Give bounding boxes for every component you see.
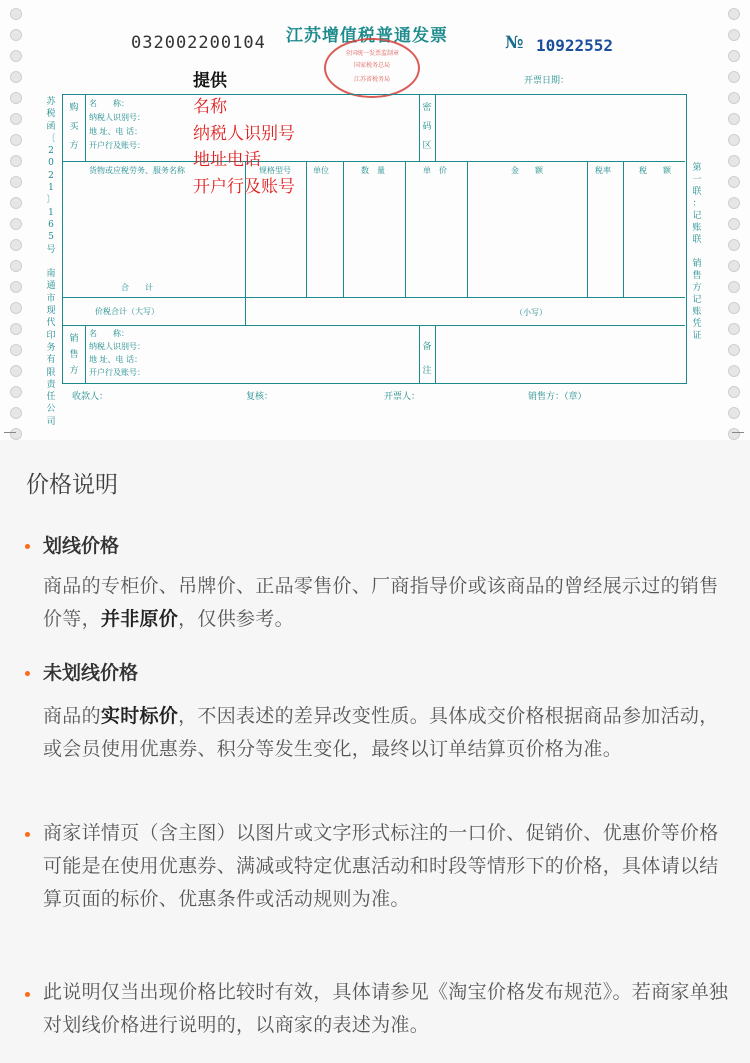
- bullet-dot: [25, 992, 30, 997]
- perforation-hole: [728, 239, 740, 251]
- provide-item-name: 名称: [193, 97, 227, 117]
- perforation-hole: [728, 365, 740, 377]
- col-amount: 金 额: [511, 166, 543, 175]
- perforation-hole: [10, 323, 22, 335]
- reviewer-label: 复核：: [246, 392, 274, 402]
- col-qty: 数 量: [361, 166, 385, 175]
- invoice-image: [0, 0, 750, 440]
- perforation-hole: [728, 386, 740, 398]
- total-label: 合 计: [121, 283, 153, 292]
- perforation-hole: [10, 428, 22, 440]
- perforation-hole: [728, 92, 740, 104]
- perforation-hole: [728, 8, 740, 20]
- invoice-title: 江苏增值税普通发票: [286, 26, 448, 46]
- perforation-hole: [10, 197, 22, 209]
- perforation-hole: [10, 365, 22, 377]
- perforation-hole: [10, 239, 22, 251]
- perforation-hole: [10, 407, 22, 419]
- perforation-hole: [728, 155, 740, 167]
- perforation-right: [722, 0, 746, 440]
- invoice-code: 032002200104: [131, 33, 266, 53]
- invoice-number: 10922552: [536, 36, 614, 55]
- perforation-hole: [10, 386, 22, 398]
- perforation-hole: [728, 260, 740, 272]
- section-text-non-strikethrough-price: 商品的实时标价，不因表述的差异改变性质。具体成交价格根据商品参加活动，或会员使用优惠券、积分等发生变化，最终以订单结算页价格为准。: [43, 705, 719, 760]
- price-explanation: [0, 440, 750, 1063]
- seller-taxid-label: 纳税人识别号：: [89, 342, 145, 351]
- perforation-hole: [10, 113, 22, 125]
- seller-seal-label: 销售方：（章）: [528, 392, 587, 402]
- perforation-hole: [728, 323, 740, 335]
- buyer-bank-label: 开户行及账号：: [89, 141, 145, 150]
- left-margin-text: 苏 税 函 〔 2 0 2 1 〕 1 6 5 号 南 通 市 现 代 印 务 有 限 责 任 公 司: [46, 97, 56, 427]
- buyer-address-label: 地 址、电 话：: [89, 127, 143, 136]
- col-price: 单 价: [423, 166, 447, 175]
- col-spec: 规格型号: [259, 166, 291, 175]
- perforation-hole: [10, 176, 22, 188]
- perforation-hole: [10, 29, 22, 41]
- perforation-hole: [10, 92, 22, 104]
- perforation-hole: [10, 281, 22, 293]
- perforation-hole: [728, 197, 740, 209]
- seller-bank-label: 开户行及账号：: [89, 368, 145, 377]
- perforation-hole: [728, 428, 740, 440]
- explanation-title: 价格说明: [26, 472, 118, 498]
- bullet-dot: [25, 671, 30, 676]
- bullet-dot: [25, 544, 30, 549]
- col-goods: 货物或应税劳务、服务名称: [89, 166, 185, 175]
- perforation-hole: [10, 71, 22, 83]
- invoice-date-label: 开票日期：: [524, 76, 570, 86]
- perforation-hole: [10, 155, 22, 167]
- buyer-label: 购买方: [69, 103, 79, 151]
- perforation-hole: [728, 281, 740, 293]
- perforation-hole: [728, 344, 740, 356]
- remark-label: 备注: [422, 342, 432, 376]
- perforation-hole: [10, 302, 22, 314]
- provide-item-address: 地址电话: [193, 150, 261, 170]
- invoice-table: [62, 94, 687, 384]
- perforation-hole: [728, 302, 740, 314]
- tax-total-label: 价税合计（大写）: [95, 307, 159, 316]
- perforation-hole: [10, 260, 22, 272]
- seller-address-label: 地 址、电 话：: [89, 355, 143, 364]
- perforation-hole: [728, 29, 740, 41]
- provide-item-taxid: 纳税人识别号: [193, 123, 295, 144]
- col-unit: 单位: [313, 166, 329, 175]
- perforation-hole: [10, 50, 22, 62]
- section-text-detail-page-price: 商家详情页（含主图）以图片或文字形式标注的一口价、促销价、优惠价等价格可能是在使用优惠券、满减或特定优惠活动和时段等情形下的价格，具体请以结算页面的标价、优惠条件或活动规则为准。: [43, 822, 719, 910]
- invoice-number-symbol: №: [505, 33, 524, 53]
- perforation-hole: [10, 344, 22, 356]
- perforation-hole: [728, 71, 740, 83]
- crop-mark-right: [732, 432, 744, 433]
- perforation-hole: [10, 218, 22, 230]
- perforation-hole: [728, 134, 740, 146]
- provide-list: [193, 94, 295, 200]
- seller-label: 销售方: [69, 334, 79, 376]
- col-taxrate: 税率: [595, 166, 611, 175]
- perforation-hole: [10, 134, 22, 146]
- provide-item-bank: 开户行及账号: [193, 176, 295, 197]
- perforation-left: [4, 0, 28, 440]
- col-tax: 税 额: [639, 166, 671, 175]
- perforation-hole: [728, 113, 740, 125]
- section-text-validity: 此说明仅当出现价格比较时有效，具体请参见《淘宝价格发布规范》。若商家单独对划线价格进行说明的，以商家的表述为准。: [43, 981, 729, 1036]
- perforation-hole: [728, 218, 740, 230]
- section-heading-strikethrough-price: 划线价格: [43, 535, 120, 557]
- right-margin-text: 第 一 联 ： 记 账 联 销 售 方 记 账 凭 证: [692, 163, 702, 341]
- buyer-taxid-label: 纳税人识别号：: [89, 113, 145, 122]
- section-text-strikethrough-price: 商品的专柜价、吊牌价、正品零售价、厂商指导价或该商品的曾经展示过的销售价等，并非原价，仅供参考。: [43, 575, 719, 630]
- payee-label: 收款人：: [72, 392, 109, 402]
- crop-mark-left: [4, 432, 16, 433]
- invoice-seal: 全国统一发票监制章 国家税务总局 江苏省税务局: [324, 38, 420, 98]
- seller-name-label: 名 称：: [89, 329, 129, 338]
- section-heading-non-strikethrough-price: 未划线价格: [43, 662, 139, 684]
- bullet-dot: [25, 832, 30, 837]
- perforation-hole: [10, 8, 22, 20]
- provide-label: 提供: [193, 71, 227, 91]
- perforation-hole: [728, 176, 740, 188]
- issuer-label: 开票人：: [384, 392, 421, 402]
- perforation-hole: [728, 50, 740, 62]
- cipher-area-label: 密码区: [422, 103, 432, 151]
- perforation-hole: [728, 407, 740, 419]
- buyer-name-label: 名 称：: [89, 99, 129, 108]
- small-amount-label: （小写）: [515, 308, 547, 317]
